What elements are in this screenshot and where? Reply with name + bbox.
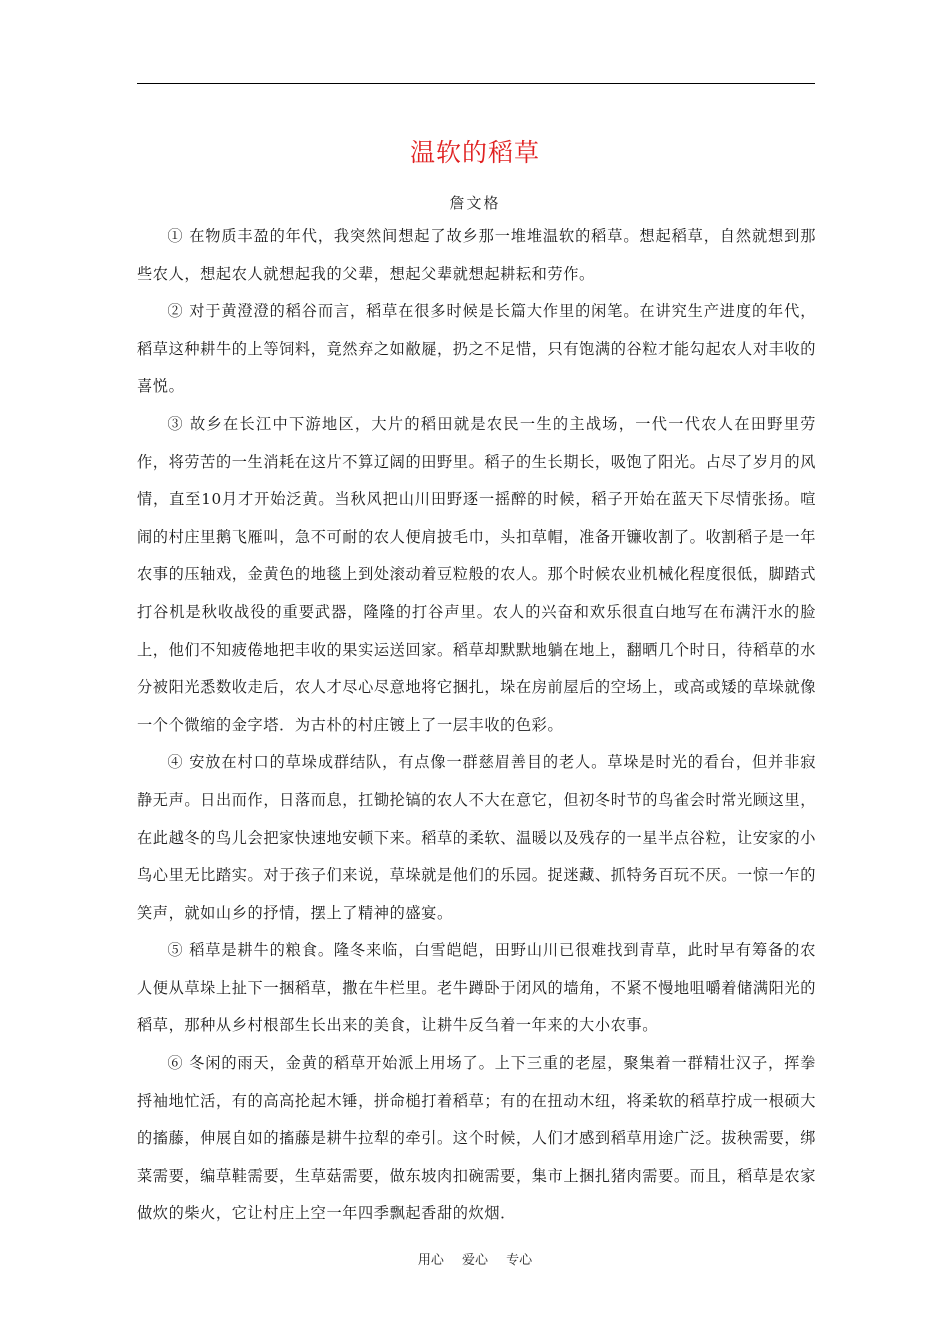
paragraph-1: ① 在物质丰盈的年代，我突然间想起了故乡那一堆堆温软的稻草。想起稻草，自然就想到那些农人，想起农人就想起我的父辈，想起父辈就想起耕耘和劳作。 bbox=[137, 227, 816, 283]
footer-text-2: 爱心 bbox=[461, 1253, 488, 1268]
paragraph-5: ⑤ 稻草是耕牛的粮食。隆冬来临，白雪皑皑，田野山川已很难找到青草，此时早有筹备的农人便从草垛上扯下一捆稻草，撒在牛栏里。老牛蹲卧于闭风的墙角，不紧不慢地咀嚼着储满阳光的稻草，那种从乡村根部生长出来的美食，让耕牛反刍着一年来的大小农事。 bbox=[137, 941, 816, 1035]
paragraph-6: ⑥ 冬闲的雨天，金黄的稻草开始派上用场了。上下三重的老屋，聚集着一群精壮汉子，挥拳捋袖地忙活，有的高高抡起木锤，拼命槌打着稻草；有的在扭动木纽，将柔软的稻草拧成一根硕大的搐藤，伸展自如的搐藤是耕牛拉犁的牵引。这个时候，人们才感到稻草用途广泛。拔秧需要，绑菜需要，编草鞋需要，生草菇需要，做东坡肉扣碗需要，集市上捆扎猪肉需要。而且，稻草是农家做炊的柴火，它让村庄上空一年四季飘起香甜的炊烟． bbox=[137, 1054, 816, 1223]
footer-text-3: 专心 bbox=[506, 1253, 533, 1268]
header-rule bbox=[137, 83, 815, 84]
article-title: 温软的稻草 bbox=[409, 138, 540, 167]
paragraph-3: ③ 故乡在长江中下游地区，大片的稻田就是农民一生的主战场，一代一代农人在田野里劳作，将劳苦的一生消耗在这片不算辽阔的田野里。稻子的生长期长，吸饱了阳光。占尽了岁月的风情，直至10月才开始泛黄。当秋风把山川田野逐一摇醉的时候，稻子开始在蓝天下尽情张扬。喧闹的村庄里鹅飞雁叫，急不可耐的农人便肩披毛巾，头扣草帽，准备开镰收割了。收割稻子是一年农事的压轴戏，金黄色的地毯上到处滚动着豆粒般的农人。那个时候农业机械化程度很低，脚踏式打谷机是秋收战役的重要武器，隆隆的打谷声里。农人的兴奋和欢乐很直白地写在布满汗水的脸上，他们不知疲倦地把丰收的果实运送回家。稻草却默默地躺在地上，翻晒几个时日，待稻草的水分被阳光悉数收走后，农人才尽心尽意地将它捆扎，垛在房前屋后的空场上，或高或矮的草垛就像一个个微缩的金字塔．为古朴的村庄镀上了一层丰收的色彩。 bbox=[137, 414, 816, 734]
article-body bbox=[137, 218, 816, 1233]
paragraph-2: ② 对于黄澄澄的稻谷而言，稻草在很多时候是长篇大作里的闲笔。在讲究生产进度的年代，稻草这种耕牛的上等饲料，竟然弃之如敝屣，扔之不足惜，只有饱满的谷粒才能勾起农人对丰收的喜悦。 bbox=[137, 302, 816, 396]
article-author: 詹文格 bbox=[449, 194, 501, 212]
page-footer bbox=[0, 1249, 950, 1268]
footer-text-1: 用心 bbox=[417, 1253, 444, 1268]
paragraph-4: ④ 安放在村口的草垛成群结队，有点像一群慈眉善目的老人。草垛是时光的看台，但并非寂静无声。日出而作，日落而息，扛锄抡镐的农人不大在意它，但初冬时节的鸟雀会时常光顾这里，在此越冬的鸟儿会把家快速地安顿下来。稻草的柔软、温暖以及残存的一星半点谷粒，让安家的小鸟心里无比踏实。对于孩子们来说，草垛就是他们的乐园。捉迷藏、抓特务百玩不厌。一惊一乍的笑声，就如山乡的抒情，摆上了精神的盛宴。 bbox=[137, 753, 816, 922]
